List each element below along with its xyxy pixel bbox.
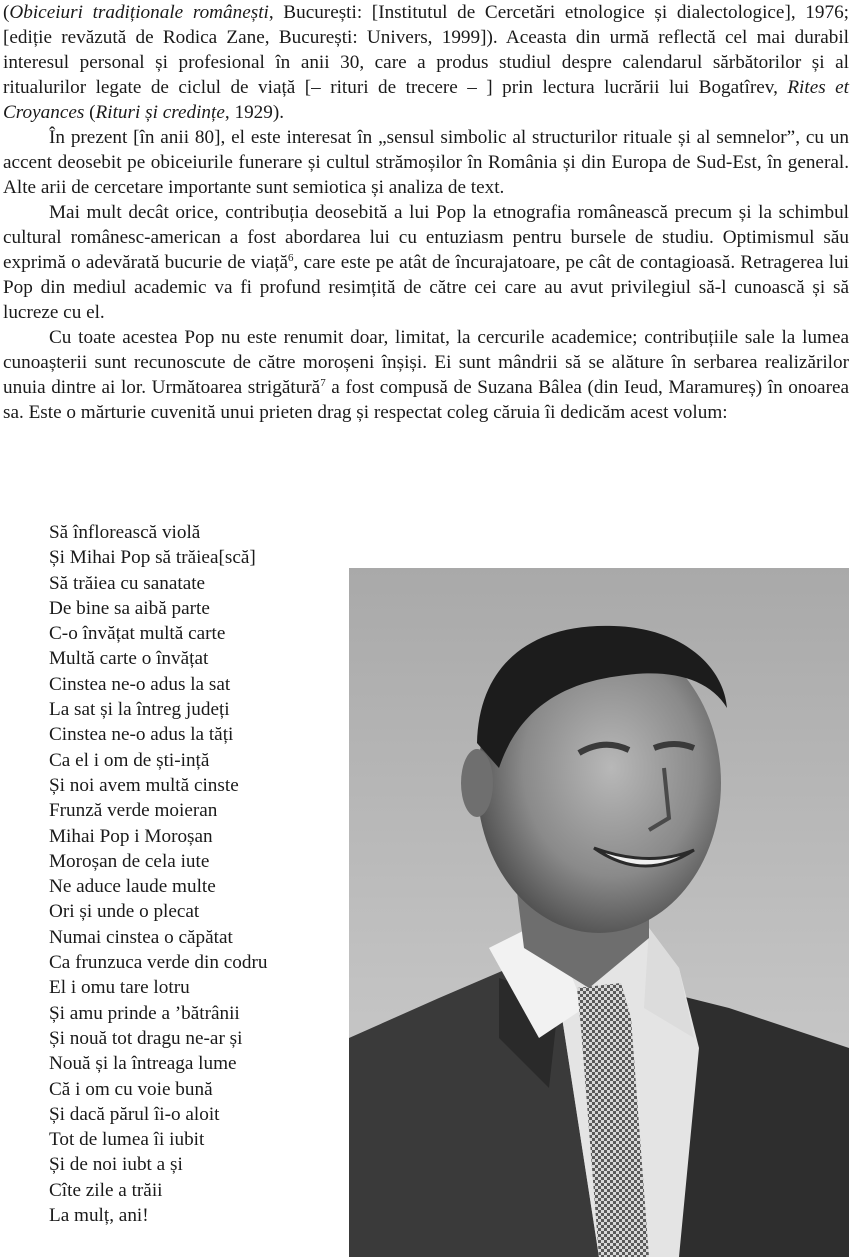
poem-line: Ori și unde o plecat bbox=[49, 901, 200, 923]
poem-line: Să înflorească violă bbox=[49, 522, 201, 543]
poem-line: Și noi avem multă cinste bbox=[49, 774, 239, 796]
poem-line: Cîte zile a trăii bbox=[49, 1179, 163, 1201]
paragraph-text: Mai mult decât orice, contribuția deosebită a lui Pop la etnografia românească precum și la schimbul cultural românesc-american a fost abordarea lui cu entuziasm pentru bursele de studiu. Optimismul său exprimă o adevărată bucurie de viață bbox=[3, 202, 849, 273]
poem-line: El i omu tare lotru bbox=[49, 977, 190, 999]
poem-line: C-o învățat multă carte bbox=[49, 623, 226, 645]
paragraph-2 bbox=[3, 125, 849, 200]
poem-line: Ne aduce laude multe bbox=[49, 876, 216, 898]
paragraph-text: Obiceiuri tradiționale românești bbox=[9, 2, 269, 23]
paragraph-text: a fost compusă de Suzana Bâlea (din Ieud, Maramureș) în onoarea sa. Este o mărturie cuvenită unui prieten drag și respectat coleg căruia îi dedicăm acest volum: bbox=[3, 377, 850, 423]
prose-body bbox=[3, 0, 849, 425]
paragraph-text: În prezent [în anii 80], el este interesat în „sensul simbolic al structurilor rituale și al semnelor”, cu un accent deosebit pe obiceiurile funerare și cultul strămoșilor în România și din Europa de Sud-Est, în general. Alte arii de cercetare importante sunt semiotica și analiza de text. bbox=[3, 127, 849, 198]
portrait-photo bbox=[349, 568, 849, 1257]
poem-line: Multă carte o învățat bbox=[49, 648, 209, 670]
paragraph-text: Cu toate acestea Pop nu este renumit doar, limitat, la cercurile academice; contribuțiile sale la lumea cunoașterii sunt recunoscute de către moroșeni înșiși. Ei sunt mândrii să se alăture în serbarea realizărilor unuia dintre ai lor. Următoarea strigătură bbox=[3, 327, 849, 398]
poem-line: Numai cinstea o căpătat bbox=[49, 926, 233, 948]
poem-line: Mihai Pop i Moroșan bbox=[49, 825, 213, 847]
poem-line: Nouă și la întreaga lume bbox=[49, 1053, 237, 1075]
poem-strigatura bbox=[49, 520, 349, 1228]
paragraph-text: ( bbox=[84, 102, 96, 123]
poem-line: Că i om cu voie bună bbox=[49, 1078, 213, 1100]
poem-line: Și dacă părul îi-o aloit bbox=[49, 1103, 220, 1125]
paragraph-3 bbox=[3, 200, 849, 325]
paragraph-text: Rituri și credințe bbox=[95, 102, 225, 123]
poem-line: Moroșan de cela iute bbox=[49, 850, 210, 872]
poem-line: Cinstea ne-o adus la sat bbox=[49, 673, 231, 695]
poem-line: Cinstea ne-o adus la tăți bbox=[49, 724, 234, 746]
poem-line: Frunză verde moieran bbox=[49, 800, 218, 822]
poem-line: Și amu prinde a ’bătrânii bbox=[49, 1002, 240, 1024]
paragraph-text: ( bbox=[3, 2, 10, 23]
poem-line: Tot de lumea îi iubit bbox=[49, 1129, 205, 1151]
paragraph-text: , 1929). bbox=[224, 102, 285, 123]
paragraph-text: , care este pe atât de încurajatoare, pe cât de contagioasă. Retragerea lui Pop din mediul academic va fi profund resimțită de către cei care au avut privilegiul să-l cunoască și să lucreze cu el. bbox=[3, 252, 849, 323]
poem-line: Și nouă tot dragu ne-ar și bbox=[49, 1027, 243, 1049]
paragraph-1 bbox=[3, 0, 849, 125]
poem-line: De bine sa aibă parte bbox=[49, 597, 210, 619]
poem-line: Și Mihai Pop să trăiea[scă] bbox=[49, 547, 256, 569]
poem-line: La mulț, ani! bbox=[49, 1205, 149, 1227]
footnote-marker: 6 bbox=[288, 252, 294, 264]
footnote-marker: 7 bbox=[320, 377, 326, 389]
portrait-photo-icon bbox=[349, 568, 849, 1257]
paragraph-text: , București: [Institutul de Cercetări etnologice și dialectologice], 1976; [ediție revăzută de Rodica Zane, București: Univers, 1999]). Aceasta din urmă reflectă cel mai durabil interesul personal și profesional în anii 30, care a produs studiul despre calendarul sărbătorilor și al ritualurilor legate de ciclul de viață [– rituri de trecere – ] prin lectura lucrării lui Bogatîrev, bbox=[3, 2, 849, 98]
paragraph-4 bbox=[3, 325, 849, 425]
poem-line: La sat și la întreg județi bbox=[49, 699, 230, 721]
poem-line: Ca frunzuca verde din codru bbox=[49, 952, 268, 974]
poem-line: Să trăiea cu sanatate bbox=[49, 572, 206, 594]
poem-line: Ca el i om de ști-ință bbox=[49, 749, 210, 771]
paragraph-text: Rites et Croyances bbox=[3, 77, 849, 123]
poem-line: Și de noi iubt a și bbox=[49, 1154, 183, 1176]
